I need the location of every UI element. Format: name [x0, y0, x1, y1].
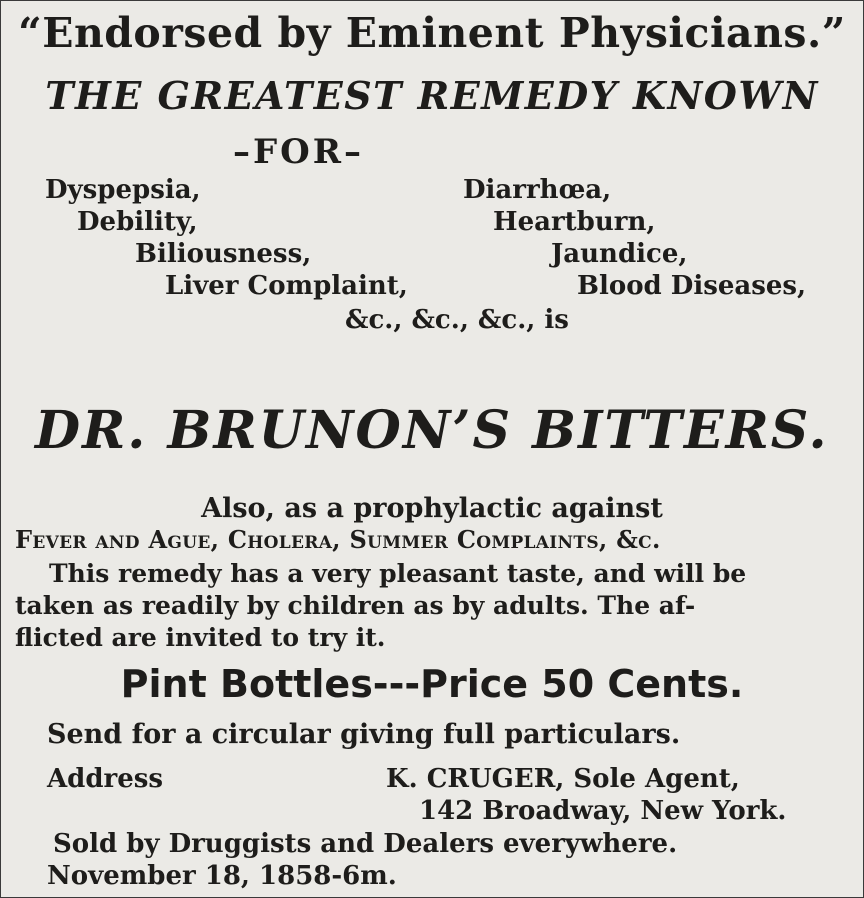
address-label: Address	[47, 764, 164, 794]
agent-name: K. CRUGER, Sole Agent,	[386, 764, 740, 794]
ailment-left-2: Debility,	[77, 207, 198, 237]
body-line-3: flicted are invited to try it.	[15, 623, 386, 652]
ailment-left-3: Biliousness,	[135, 239, 312, 269]
price-line: Pint Bottles---Price 50 Cents.	[120, 662, 744, 706]
ailment-right-1: Diarrhœa,	[463, 175, 612, 205]
ailment-right-3: Jaundice,	[551, 239, 688, 269]
headline: “Endorsed by Eminent Physicians.”	[18, 9, 846, 57]
sold-by-line: Sold by Druggists and Dealers everywhere.	[53, 829, 678, 859]
ailment-right-2: Heartburn,	[493, 207, 656, 237]
ailment-left-4: Liver Complaint,	[165, 271, 408, 301]
conditions-list: Fever and Ague, Cholera, Summer Complaints, &c.	[15, 525, 661, 554]
body-line-1: This remedy has a very pleasant taste, and will be	[49, 559, 747, 588]
agent-street: 142 Broadway, New York.	[419, 796, 787, 826]
product-name: DR. BRUNON’S BITTERS.	[35, 400, 829, 461]
ailment-left-1: Dyspepsia,	[45, 175, 201, 205]
circular-line: Send for a circular giving full particulars.	[47, 719, 681, 750]
for-label: –FOR–	[233, 132, 365, 172]
ailment-etc: &c., &c., &c., is	[345, 305, 569, 335]
body-line-2: taken as readily by children as by adults. The af-	[15, 591, 696, 620]
subhead: THE GREATEST REMEDY KNOWN	[45, 73, 819, 118]
ailment-right-4: Blood Diseases,	[577, 271, 807, 301]
prophylactic-intro: Also, as a prophylactic against	[201, 493, 663, 524]
dateline: November 18, 1858-6m.	[47, 861, 397, 891]
